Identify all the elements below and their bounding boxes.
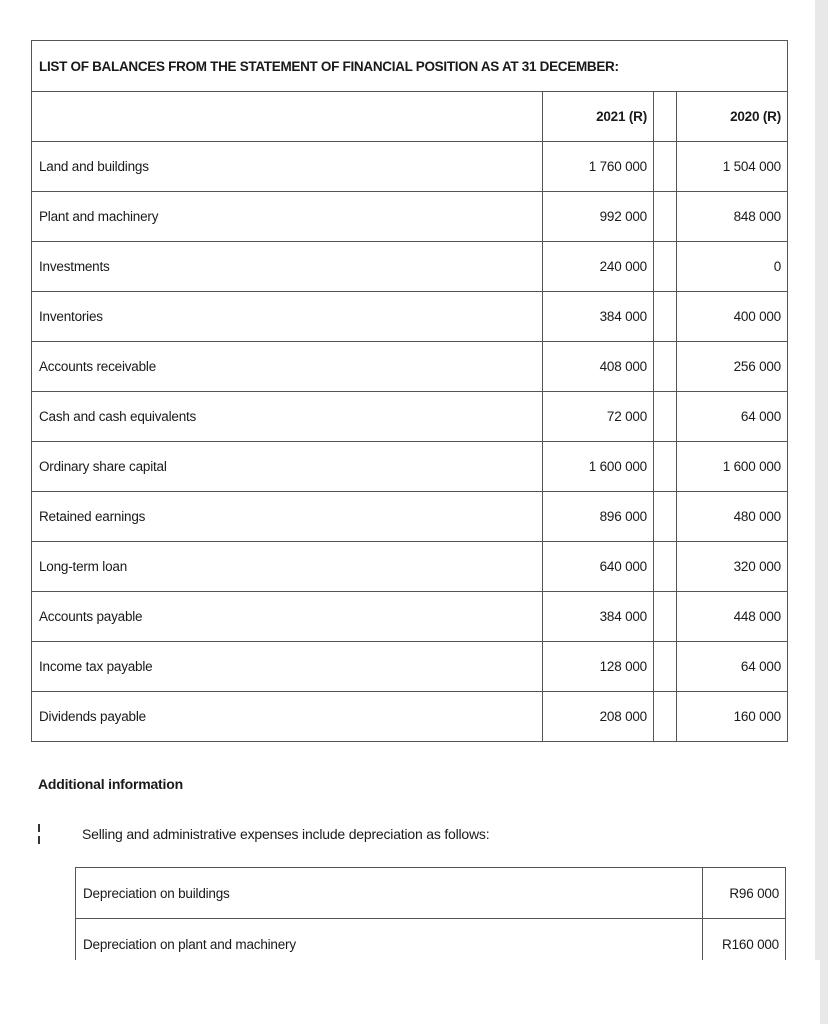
row-label: Investments <box>32 242 543 292</box>
value-2021: 992 000 <box>543 192 654 242</box>
table-row <box>32 292 788 342</box>
value-2020: 400 000 <box>677 292 788 342</box>
value-2020: 320 000 <box>677 542 788 592</box>
table-row <box>32 542 788 592</box>
row-label: Accounts payable <box>32 592 543 642</box>
scroll-gutter[interactable] <box>815 0 828 1024</box>
row-label: Ordinary share capital <box>32 442 543 492</box>
table-row <box>32 592 788 642</box>
value-2021: 384 000 <box>543 592 654 642</box>
header-gap <box>654 92 677 142</box>
value-2021: 640 000 <box>543 542 654 592</box>
value-2020: 0 <box>677 242 788 292</box>
table-row <box>32 442 788 492</box>
depreciation-amount: R160 000 <box>703 919 786 970</box>
value-2021: 896 000 <box>543 492 654 542</box>
depreciation-table <box>75 867 786 970</box>
table-row <box>32 242 788 292</box>
table-row <box>32 642 788 692</box>
row-label: Accounts receivable <box>32 342 543 392</box>
value-2020: 448 000 <box>677 592 788 642</box>
value-2021: 128 000 <box>543 642 654 692</box>
bullet-icon <box>38 824 41 844</box>
table-row <box>32 342 788 392</box>
value-2020: 1 600 000 <box>677 442 788 492</box>
value-2021: 208 000 <box>543 692 654 742</box>
value-2020: 160 000 <box>677 692 788 742</box>
table-row <box>32 392 788 442</box>
value-2021: 72 000 <box>543 392 654 442</box>
table-row <box>32 192 788 242</box>
header-blank <box>32 92 543 142</box>
header-2020: 2020 (R) <box>677 92 788 142</box>
table-row <box>32 692 788 742</box>
row-label: Retained earnings <box>32 492 543 542</box>
row-label: Income tax payable <box>32 642 543 692</box>
row-label: Long-term loan <box>32 542 543 592</box>
table-row <box>32 142 788 192</box>
value-2020: 64 000 <box>677 642 788 692</box>
value-2020: 848 000 <box>677 192 788 242</box>
value-2020: 64 000 <box>677 392 788 442</box>
value-2021: 384 000 <box>543 292 654 342</box>
row-label: Dividends payable <box>32 692 543 742</box>
balances-table <box>31 40 788 742</box>
value-2021: 1 760 000 <box>543 142 654 192</box>
page-top <box>0 0 815 3</box>
row-label: Cash and cash equivalents <box>32 392 543 442</box>
value-2020: 1 504 000 <box>677 142 788 192</box>
value-2021: 408 000 <box>543 342 654 392</box>
table-title: LIST OF BALANCES FROM THE STATEMENT OF FINANCIAL POSITION AS AT 31 DECEMBER: <box>32 41 788 92</box>
value-2020: 480 000 <box>677 492 788 542</box>
value-2021: 1 600 000 <box>543 442 654 492</box>
page-cutoff <box>60 960 820 1024</box>
row-label: Plant and machinery <box>32 192 543 242</box>
table-row <box>76 868 786 919</box>
depreciation-amount: R96 000 <box>703 868 786 919</box>
depreciation-label: Depreciation on buildings <box>76 868 703 919</box>
table-row <box>32 492 788 542</box>
bullet-text: Selling and administrative expenses include depreciation as follows: <box>82 826 490 842</box>
row-label: Land and buildings <box>32 142 543 192</box>
header-2021: 2021 (R) <box>543 92 654 142</box>
value-2020: 256 000 <box>677 342 788 392</box>
additional-info-heading: Additional information <box>38 776 183 792</box>
value-2021: 240 000 <box>543 242 654 292</box>
row-label: Inventories <box>32 292 543 342</box>
depreciation-label: Depreciation on plant and machinery <box>76 919 703 970</box>
